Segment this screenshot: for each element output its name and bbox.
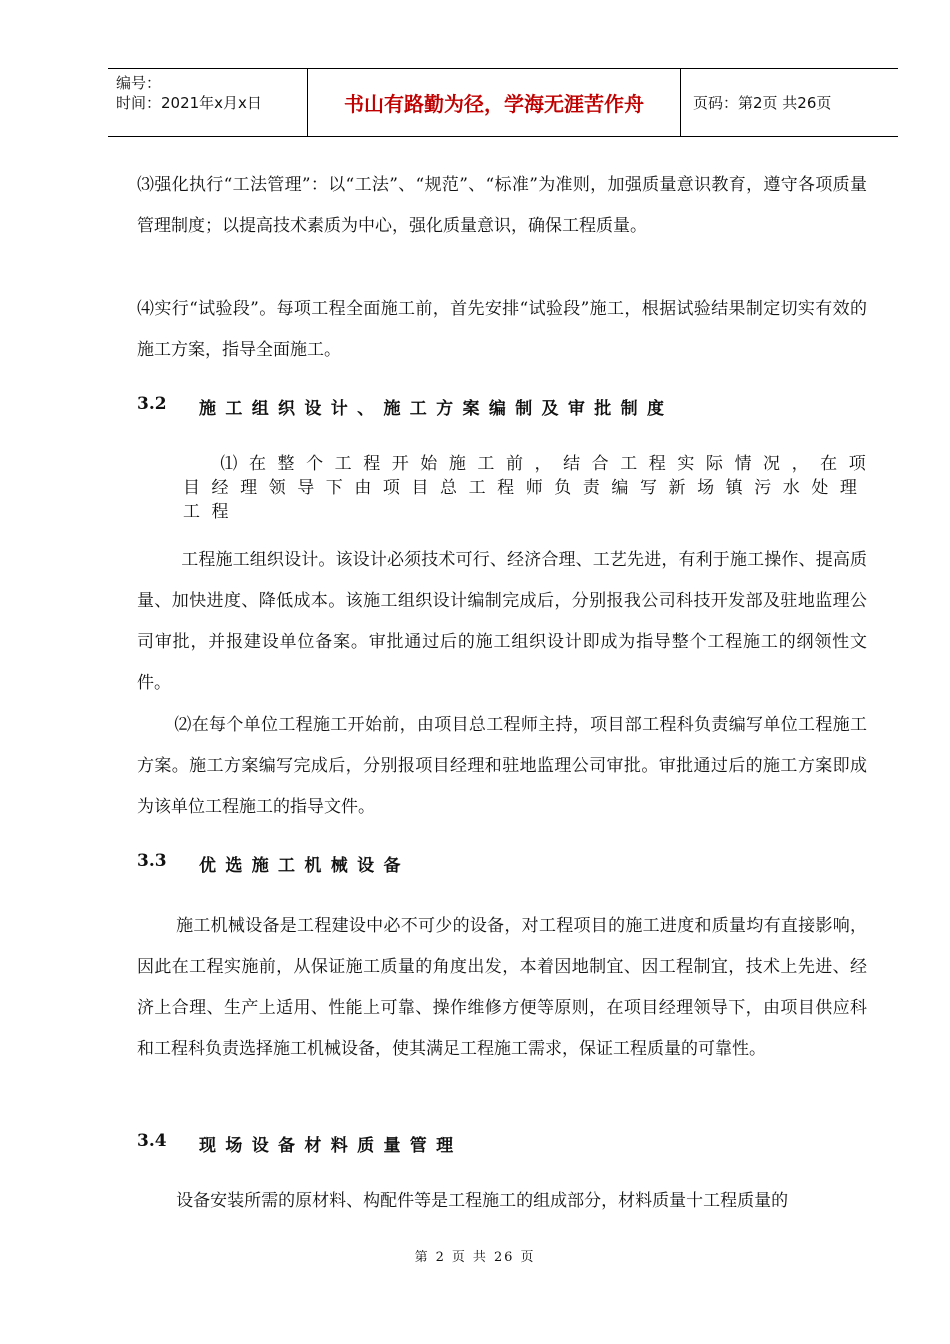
header-page-info: 页码：第2页 共26页 bbox=[693, 94, 832, 112]
page-footer: 第 2 页 共 26 页 bbox=[414, 1250, 536, 1265]
section-title: 优选施工机械设备 bbox=[199, 856, 410, 876]
section-number: 3.4 bbox=[137, 1131, 167, 1151]
paragraph-3-2-1-spaced: ⑴在整个工程开始施工前，结合工程实际情况，在项目经理领导下由项目总工程师负责编写新场镇污水处理工程 bbox=[183, 454, 878, 522]
page-header bbox=[108, 68, 898, 137]
paragraph-3-3: 施工机械设备是工程建设中必不可少的设备，对工程项目的施工进度和质量均有直接影响，因此在工程实施前，从保证施工质量的角度出发，本着因地制宜、因工程制宜，技术上先进、经济上合理、生产上适用、性能上可靠、操作维修方便等原则，在项目经理领导下，由项目供应科和工程科负责选择施工机械设备，使其满足工程施工需求，保证工程质量的可靠性。 bbox=[137, 916, 867, 1059]
paragraph-3-2-2: ⑵在每个单位工程施工开始前，由项目总工程师主持，项目部工程科负责编写单位工程施工方案。施工方案编写完成后，分别报项目经理和驻地监理公司审批。审批通过后的施工方案即成为该单位工程施工的指导文件。 bbox=[137, 715, 867, 817]
number-label: 编号： bbox=[116, 74, 162, 92]
section-number: 3.3 bbox=[137, 851, 167, 871]
paragraph-3-2-1: 工程施工组织设计。该设计必须技术可行、经济合理、工艺先进，有利于施工操作、提高质量、加快进度、降低成本。该施工组织设计编制完成后，分别报我公司科技开发部及驻地监理公司审批，并报建设单位备案。审批通过后的施工组织设计即成为指导整个工程施工的纲领性文件。 bbox=[137, 550, 867, 693]
paragraph-3-4: 设备安装所需的原材料、构配件等是工程施工的组成部分，材料质量十工程质量的 bbox=[176, 1191, 789, 1211]
paragraph-3: ⑶强化执行“工法管理”：以“工法”、“规范”、“标准”为准则，加强质量意识教育，遵守各项质量管理制度；以提高技术素质为中心，强化质量意识，确保工程质量。 bbox=[137, 175, 867, 236]
time-label: 时间：2021年x月x日 bbox=[116, 94, 262, 112]
header-motto: 书山有路勤为径，学海无涯苦作舟 bbox=[308, 69, 681, 136]
section-heading-3-2 bbox=[137, 394, 673, 419]
paragraph-4: ⑷实行“试验段”。每项工程全面施工前，首先安排“试验段”施工，根据试验结果制定切实有效的施工方案，指导全面施工。 bbox=[137, 299, 867, 360]
section-heading-3-3 bbox=[137, 851, 410, 876]
section-title: 施工组织设计、施工方案编制及审批制度 bbox=[199, 399, 674, 419]
header-meta bbox=[108, 69, 308, 136]
section-title: 现场设备材料质量管理 bbox=[199, 1136, 463, 1156]
section-number: 3.2 bbox=[137, 394, 167, 414]
section-heading-3-4 bbox=[137, 1131, 463, 1156]
